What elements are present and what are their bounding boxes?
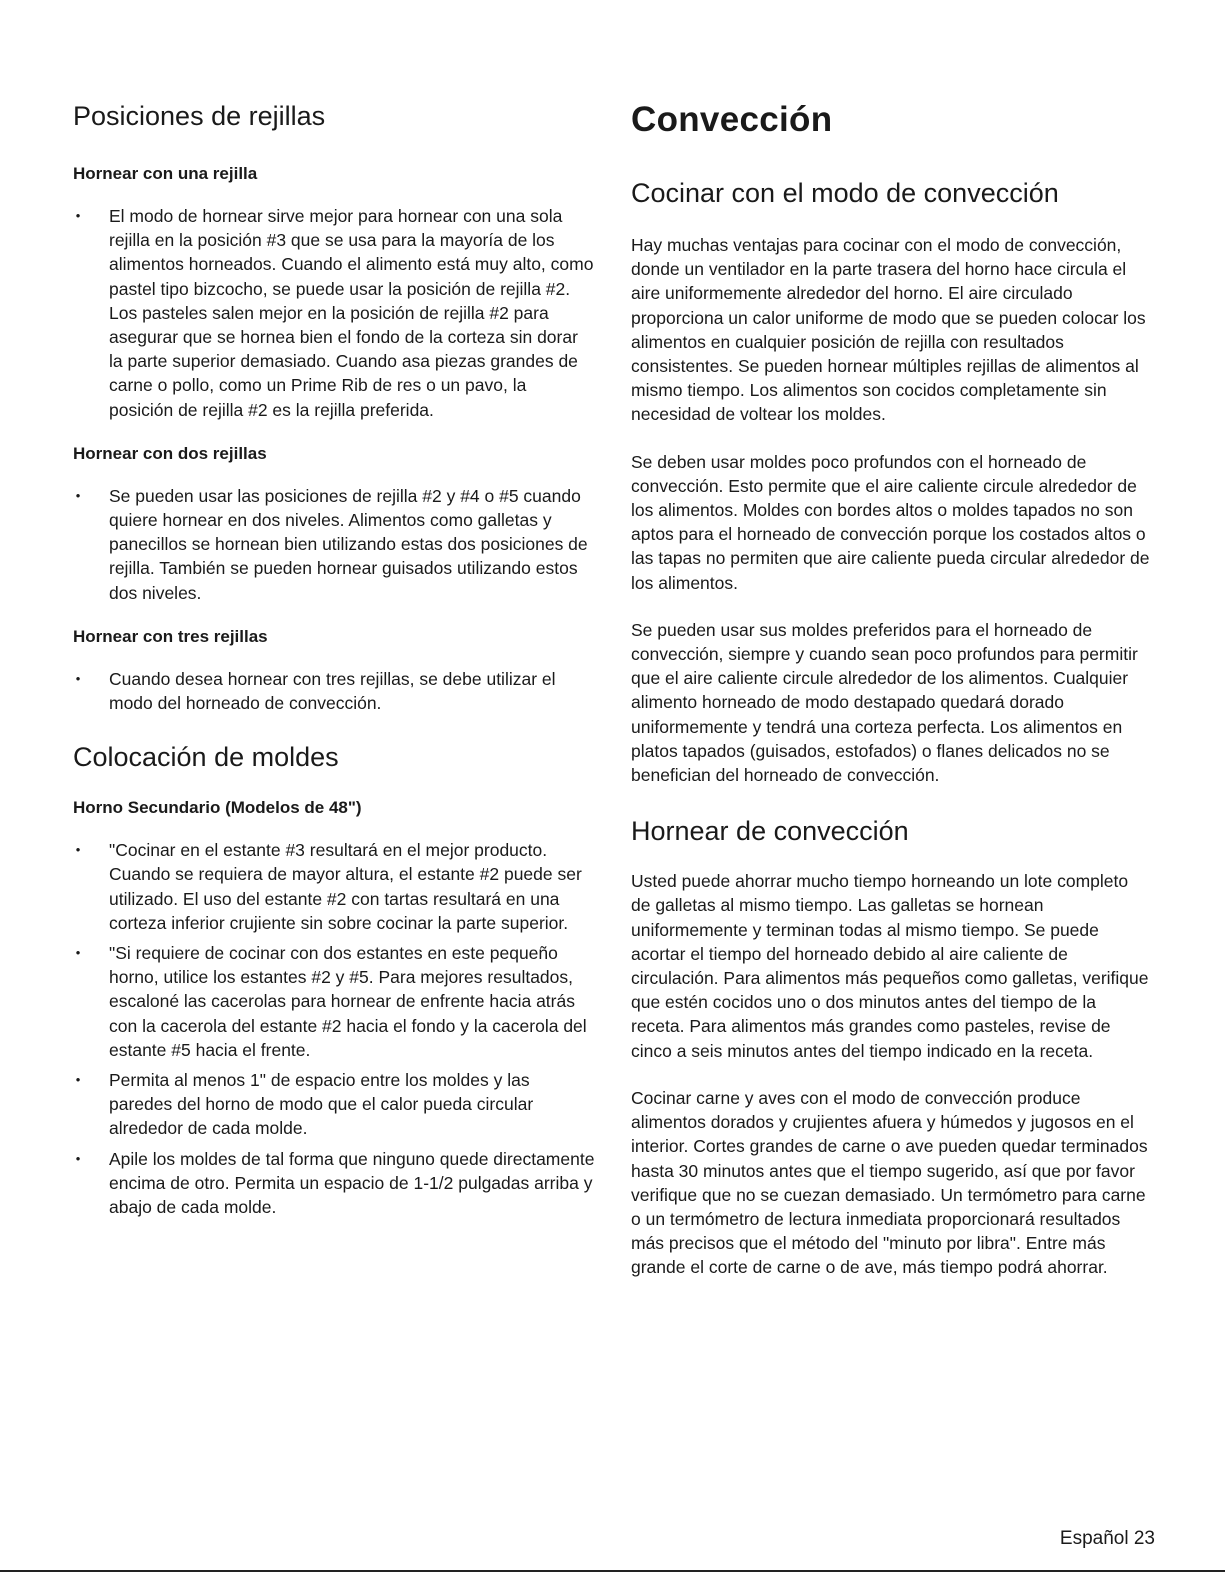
bullet-icon: • xyxy=(75,945,81,961)
left-column xyxy=(73,0,595,1219)
list-item: • El modo de hornear sirve mejor para hornear con una sola rejilla en la posición #3 que se usa para la mayoría de los alimentos horneados. Cuando el alimento está muy alto, como pastel tipo bizcocho, se puede usar la posición de rejilla #2. Los pasteles salen mejor en la posición de rejilla #2 para asegurar que se hornea bien el fondo de la corteza sin dorar la parte superior demasiado. Cuando asa piezas grandes de carne o pollo, como un Prime Rib de res o un pavo, la posición de rejilla #2 es la rejilla preferida. xyxy=(73,204,595,422)
two-racks-list xyxy=(73,484,595,605)
bullet-icon: • xyxy=(75,1072,81,1088)
three-racks-list xyxy=(73,667,595,715)
bullet-icon: • xyxy=(75,1150,81,1166)
convection-baking-title: Hornear de convección xyxy=(631,816,909,847)
list-item: • "Si requiere de cocinar con dos estantes en este pequeño horno, utilice los estantes #2 y #5. Para mejores resultados, escaloné las cacerolas para hornear de enfrente hacia atrás con la cacerola del estante #2 hacia el fondo y la cacerola del estante #5 hacia el frente. xyxy=(73,941,595,1062)
list-item: • Apile los moldes de tal forma que ninguno quede directamente encima de otro. Permita un espacio de 1-1/2 pulgadas arriba y abajo de cada molde. xyxy=(73,1147,595,1220)
bullet-icon: • xyxy=(75,208,81,223)
bullet-icon: • xyxy=(75,487,81,503)
list-item: • "Cocinar en el estante #3 resultará en el mejor producto. Cuando se requiera de mayor altura, el estante #2 puede ser utilizado. El uso del estante #2 con tartas resultará en una corteza inferior crujiente sin sobre cocinar la parte superior. xyxy=(73,838,595,935)
bullet-icon: • xyxy=(75,670,81,686)
rack-positions-title: Posiciones de rejillas xyxy=(73,101,326,131)
bullet-icon: • xyxy=(75,842,81,858)
convection-cooking-paragraph: Hay muchas ventajas para cocinar con el modo de convección, donde un ventilador en la parte trasera del horno hace circula el aire uniformemente alrededor del horno. El aire circulado proporciona un calor uniforme de modo que se pueden colocar los alimentos en cualquier posición de rejilla con resultados consistentes. Se pueden hornear múltiples rejillas de alimentos al mismo tiempo. Los alimentos son cocidos completamente sin necesidad de voltear los moldes. xyxy=(631,235,1146,425)
one-rack-heading: Hornear con una rejilla xyxy=(73,164,258,183)
convection-title: Convección xyxy=(631,100,833,139)
convection-cooking-title: Cocinar con el modo de convección xyxy=(631,178,1059,208)
convection-baking-paragraph: Usted puede ahorrar mucho tiempo horneando un lote completo de galletas al mismo tiempo. Las galletas se hornean uniformemente y terminan todas al mismo tiempo. Se puede acortar el tiempo del horneado debido al aire caliente de circulación. Para alimentos más pequeños como galletas, verifique que estén cocidos uno o dos minutos antes del tiempo de la receta. Para alimentos más grandes como pasteles, revise de cinco a seis minutos antes del tiempo indicado en la receta. xyxy=(631,871,1149,1061)
three-racks-heading: Hornear con tres rejillas xyxy=(73,626,268,646)
right-column xyxy=(631,0,1151,1280)
two-racks-heading: Hornear con dos rejillas xyxy=(73,443,267,463)
page-number: Español 23 xyxy=(1059,1528,1155,1549)
page-bottom-rule xyxy=(0,1570,1225,1572)
list-item: • Cuando desea hornear con tres rejillas, se debe utilizar el modo del horneado de convección. xyxy=(73,667,595,715)
one-rack-list xyxy=(73,204,595,422)
pan-placement-title: Colocación de moldes xyxy=(73,742,339,773)
secondary-oven-heading: Horno Secundario (Modelos de 48") xyxy=(73,798,362,818)
convection-baking-paragraph: Cocinar carne y aves con el modo de convección produce alimentos dorados y crujientes afuera y húmedos y jugosos en el interior. Cortes grandes de carne o ave pueden quedar terminados hasta 30 minutos antes que el tiempo sugerido, así que por favor verifique que no se cuezan demasiado. Un termómetro para carne o un termómetro de lectura inmediata proporcionará resultados más precisos que el método del "minuto por libra". Entre más grande el corte de carne o de ave, más tiempo podrá ahorrar. xyxy=(631,1087,1148,1278)
secondary-oven-list xyxy=(73,838,595,1219)
list-item: • Permita al menos 1" de espacio entre los moldes y las paredes del horno de modo que el calor pueda circular alrededor de cada molde. xyxy=(73,1068,595,1141)
list-item: • Se pueden usar las posiciones de rejilla #2 y #4 o #5 cuando quiere hornear en dos niveles. Alimentos como galletas y panecillos se hornean bien utilizando estas dos posiciones de rejilla. También se pueden hornear guisados utilizando estos dos niveles. xyxy=(73,484,595,605)
convection-cooking-paragraph: Se pueden usar sus moldes preferidos para el horneado de convección, siempre y cuando sean poco profundos para permitir que el aire caliente circule alrededor de los alimentos. Cualquier alimento horneado de modo destapado quedará dorado uniformemente y tendrá una corteza perfecta. Los alimentos en platos tapados (guisados, estofados) o flanes delicados no se benefician del horneado de convección. xyxy=(631,619,1138,786)
convection-cooking-paragraph: Se deben usar moldes poco profundos con el horneado de convección. Esto permite que el aire caliente circule alrededor de los alimentos. Moldes con bordes altos o moldes tapados no son aptos para el horneado de convección porque los costados altos o las tapas no permiten que aire caliente pueda circular alrededor de los alimentos. xyxy=(631,451,1150,593)
